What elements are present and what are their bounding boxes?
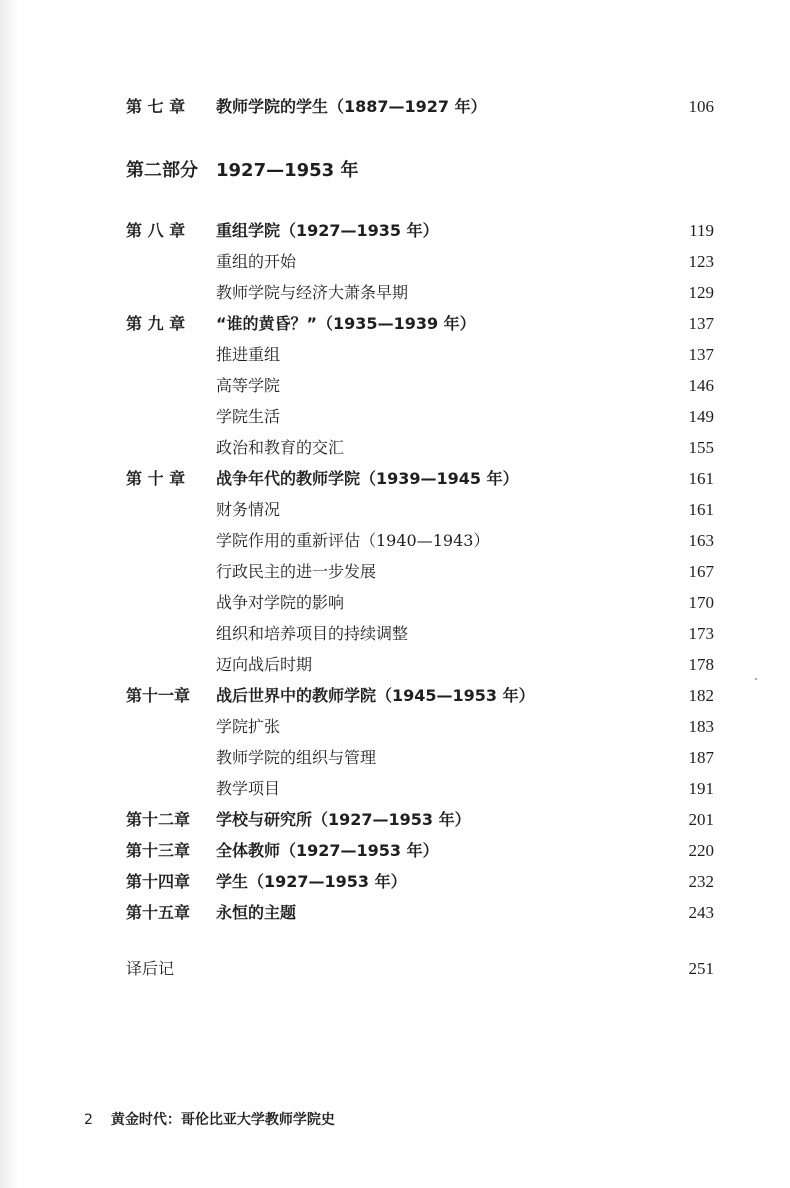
page-number: 146 <box>688 376 714 395</box>
toc-chapter-row[interactable] <box>0 92 790 122</box>
toc-section-row[interactable] <box>0 557 790 587</box>
section-title: 学院作用的重新评估（1940—1943） <box>216 531 490 550</box>
toc-section-row[interactable] <box>0 774 790 804</box>
section-title: 学院扩张 <box>216 717 281 736</box>
chapter-title: 永恒的主题 <box>216 903 297 922</box>
page-number: 149 <box>688 407 714 426</box>
chapter-label: 第 七 章 <box>126 97 186 116</box>
toc-section-row[interactable] <box>0 247 790 277</box>
chapter-title: “谁的黄昏？”（1935—1939 年） <box>216 314 476 333</box>
chapter-label: 第十二章 <box>126 810 191 829</box>
chapter-title: 学校与研究所（1927—1953 年） <box>216 810 471 829</box>
chapter-title: 战后世界中的教师学院（1945—1953 年） <box>216 686 535 705</box>
page-number: 161 <box>688 500 714 519</box>
page-number: 220 <box>688 841 714 860</box>
section-title: 政治和教育的交汇 <box>216 438 345 457</box>
toc-chapter-row[interactable] <box>0 867 790 897</box>
toc-chapter-row[interactable] <box>0 681 790 711</box>
chapter-title: 学生（1927—1953 年） <box>216 872 407 891</box>
toc-chapter-row[interactable] <box>0 805 790 835</box>
page-number: 201 <box>688 810 714 829</box>
section-title: 财务情况 <box>216 500 281 519</box>
toc-afterword-row[interactable] <box>0 954 790 984</box>
section-title: 教师学院的组织与管理 <box>216 748 377 767</box>
page-number: 123 <box>688 252 714 271</box>
chapter-title: 战争年代的教师学院（1939—1945 年） <box>216 469 519 488</box>
page-number: 106 <box>688 97 714 116</box>
toc-chapter-row[interactable] <box>0 464 790 494</box>
chapter-title: 教师学院的学生（1887—1927 年） <box>216 97 487 116</box>
section-title: 高等学院 <box>216 376 281 395</box>
page-number: 155 <box>688 438 714 457</box>
toc-section-row[interactable] <box>0 619 790 649</box>
section-title: 教师学院与经济大萧条早期 <box>216 283 409 302</box>
chapter-title: 重组学院（1927—1935 年） <box>216 221 439 240</box>
toc-section-row[interactable] <box>0 588 790 618</box>
page-footer <box>84 1108 335 1132</box>
footer-book-title: 黄金时代：哥伦比亚大学教师学院史 <box>110 1112 335 1128</box>
afterword-title: 译后记 <box>126 959 175 978</box>
section-title: 迈向战后时期 <box>216 655 313 674</box>
toc-chapter-row[interactable] <box>0 309 790 339</box>
section-title: 重组的开始 <box>216 252 297 271</box>
section-title: 行政民主的进一步发展 <box>216 562 377 581</box>
page-number: 129 <box>688 283 714 302</box>
toc-section-row[interactable] <box>0 743 790 773</box>
page-number: 191 <box>688 779 714 798</box>
section-title: 学院生活 <box>216 407 281 426</box>
toc-section-row[interactable] <box>0 526 790 556</box>
page-number: 163 <box>688 531 714 550</box>
toc-section-row[interactable] <box>0 340 790 370</box>
page-number: 173 <box>688 624 714 643</box>
footer-page-number: 2 <box>84 1112 93 1128</box>
section-title: 教学项目 <box>216 779 281 798</box>
page-number: 251 <box>688 959 714 978</box>
toc-chapter-row[interactable] <box>0 216 790 246</box>
toc-chapter-row[interactable] <box>0 836 790 866</box>
chapter-label: 第 九 章 <box>126 314 186 333</box>
toc-section-row[interactable] <box>0 495 790 525</box>
page-number: 243 <box>688 903 714 922</box>
page-number: 183 <box>688 717 714 736</box>
chapter-title: 全体教师（1927—1953 年） <box>216 841 439 860</box>
chapter-label: 第 十 章 <box>126 469 186 488</box>
chapter-label: 第十五章 <box>126 903 191 922</box>
toc-section-row[interactable] <box>0 371 790 401</box>
section-title: 推进重组 <box>216 345 281 364</box>
chapter-label: 第十四章 <box>126 872 191 891</box>
chapter-label: 第 八 章 <box>126 221 186 240</box>
page-number: 119 <box>689 221 714 240</box>
page-number: 161 <box>688 469 714 488</box>
toc-section-row[interactable] <box>0 433 790 463</box>
toc-section-row[interactable] <box>0 650 790 680</box>
part-heading: 第二部分 1927—1953 年 <box>126 160 359 181</box>
page-number: 232 <box>688 872 714 891</box>
page-number: 182 <box>688 686 714 705</box>
toc-chapter-row[interactable] <box>0 898 790 928</box>
toc-section-row[interactable] <box>0 278 790 308</box>
chapter-label: 第十三章 <box>126 841 191 860</box>
page-number: 167 <box>688 562 714 581</box>
page-number: 187 <box>688 748 714 767</box>
page-number: 170 <box>688 593 714 612</box>
section-title: 战争对学院的影响 <box>216 593 345 612</box>
page-number: 137 <box>688 345 714 364</box>
page-number: 137 <box>688 314 714 333</box>
section-title: 组织和培养项目的持续调整 <box>216 624 409 643</box>
toc-section-row[interactable] <box>0 402 790 432</box>
page-number: 178 <box>688 655 714 674</box>
chapter-label: 第十一章 <box>126 686 191 705</box>
toc-section-row[interactable] <box>0 712 790 742</box>
